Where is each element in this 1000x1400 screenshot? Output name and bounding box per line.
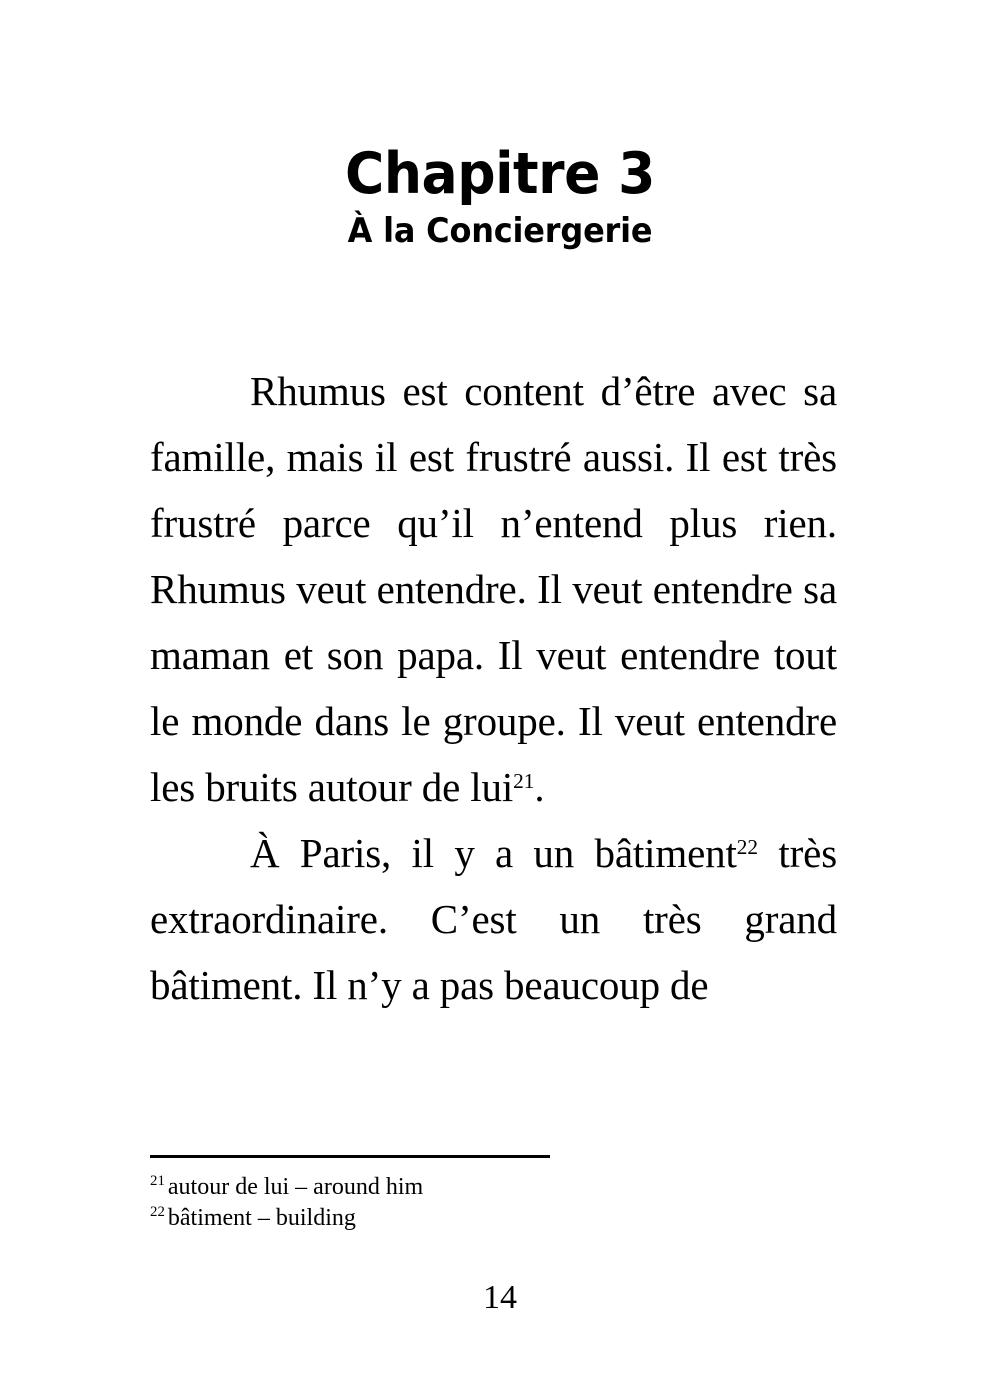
paragraph-1 <box>150 358 837 820</box>
paragraph-1-text-before-marker: Rhumus est content d’être avec sa famille, mais il est frustré aussi. Il est très frustré parce qu’il n’entend plus rien. Rhumus veut entendre. Il veut entendre sa maman et son papa. Il veut entendre tout le monde dans le groupe. Il veut entendre les bruits autour de lui <box>150 368 837 810</box>
paragraph-1-text-after-marker: . <box>534 764 545 810</box>
chapter-subtitle: À la Conciergerie <box>347 211 653 251</box>
footnote-text-22: bâtiment – building <box>167 1205 356 1231</box>
footnote-marker-21[interactable]: 21 <box>513 768 535 793</box>
footnote-item <box>150 1172 850 1203</box>
footnote-marker-22[interactable]: 22 <box>736 834 759 859</box>
footnote-number-22: 22 <box>150 1204 165 1221</box>
paragraph-2 <box>150 820 837 1018</box>
footnote-separator-rule <box>150 1155 550 1158</box>
paragraph-2-text-before-marker: À Paris, il y a un bâtiment <box>250 830 737 876</box>
page-number: 14 <box>483 1279 517 1316</box>
chapter-title: Chapitre 3 <box>345 141 655 207</box>
paragraph-2-text-after-marker: très extraordinaire. C’est un très grand bâtiment. Il n’y a pas beaucoup de <box>150 830 838 1008</box>
footnote-text-21: autour de lui – around him <box>167 1174 424 1200</box>
chapter-heading <box>0 142 1000 252</box>
body-text <box>150 358 837 1018</box>
footnote-area <box>150 1155 850 1234</box>
footnote-number-21: 21 <box>150 1173 165 1190</box>
footnote-list <box>150 1172 850 1234</box>
footnote-item <box>150 1203 850 1234</box>
